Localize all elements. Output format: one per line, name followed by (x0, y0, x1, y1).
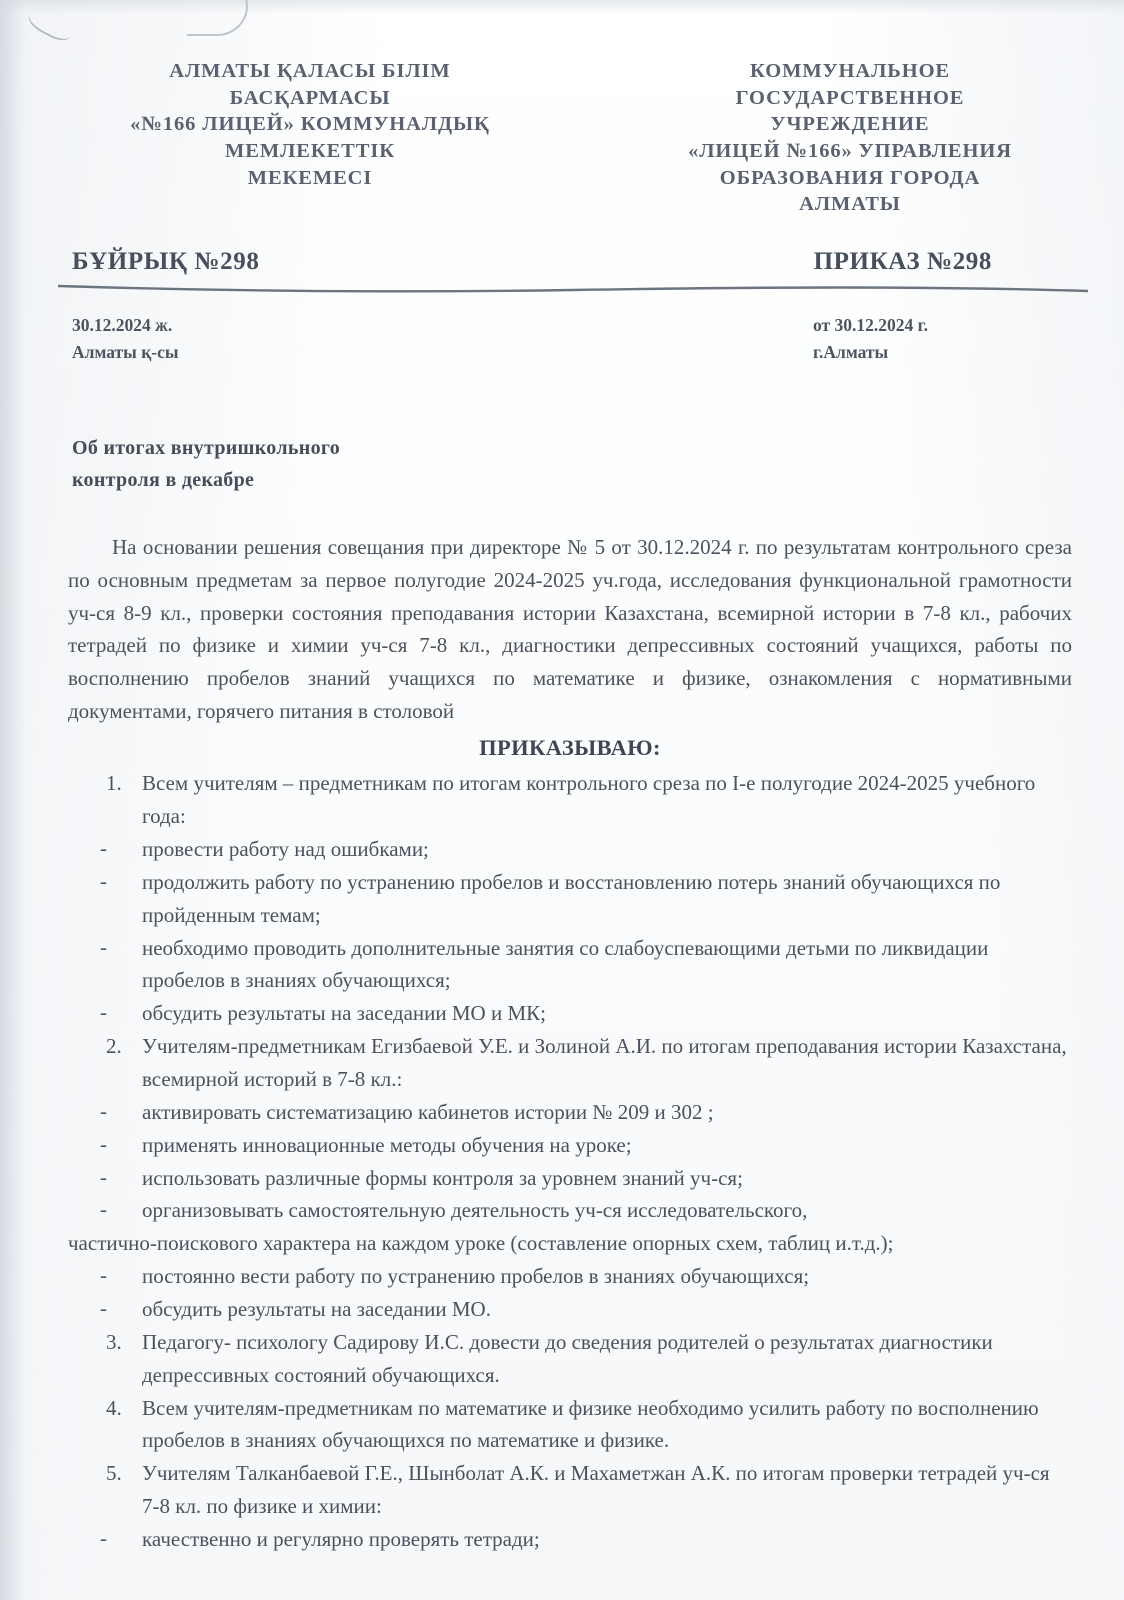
order-subitem (68, 1096, 1072, 1129)
dash-marker-icon: - (100, 1098, 107, 1123)
dash-marker-icon: - (100, 1263, 107, 1288)
subject-line-1: Об итогах внутришкольного (72, 437, 341, 460)
dash-marker-icon: - (100, 868, 107, 893)
dash-marker-icon: - (100, 1131, 107, 1156)
subitem-text: применять инновационные методы обучения на уроке; (142, 1132, 632, 1157)
subitem-text: использовать различные формы контроля за уровнем знаний уч-ся; (142, 1165, 743, 1190)
order-subitem (68, 866, 1072, 932)
subitem-continuation-text: частично-поискового характера на каждом уроке (составление опорных схем, таблиц и.т.д.); (68, 1231, 894, 1256)
subitem-text: качественно и регулярно проверять тетради; (142, 1527, 540, 1551)
date-kazakh: 30.12.2024 ж. (72, 314, 173, 335)
document-body (68, 531, 1072, 1556)
subitem-text: продолжить работу по устранению пробелов и восстановлению потерь знаний обучающихся по пройденным темам; (142, 869, 1001, 927)
city-russian: г.Алматы (813, 341, 889, 362)
order-item (68, 1030, 1072, 1096)
subitem-text: необходимо проводить дополнительные занятия со слабоуспевающими детьми по ликвидации пробелов в знаниях обучающихся; (142, 935, 989, 993)
date-row (0, 304, 1124, 366)
org-ru-line: УЧРЕЖДЕНИЕ (770, 113, 930, 136)
organization-name-russian (650, 58, 1050, 218)
document-subject (72, 432, 1124, 497)
order-subitem (68, 1194, 1072, 1227)
preamble-paragraph: На основании решения совещания при директоре № 5 от 30.12.2024 г. по результатам контрольного среза по основным предметам за первое полугодие 2024-2025 уч.года, исследования функциональной грамотности уч-ся 8-9 кл., проверки состояния преподавания истории Казахстана, всемирной истории в 7-8 кл., рабочих тетрадей по физике и химии уч-ся 7-8 кл., диагностики депрессивных состояний учащихся, работы по восполнению пробелов знаний учащихся по математике и физике, ознакомления с нормативными документами, горячего питания в столовой (68, 534, 1072, 724)
subitem-text: постоянно вести работу по устранению пробелов в знаниях обучающихся; (142, 1264, 810, 1289)
order-item (68, 767, 1072, 833)
dash-marker-icon: - (100, 1295, 107, 1320)
dash-marker-icon: - (100, 1000, 107, 1025)
order-subitems-list (68, 1096, 1072, 1227)
letterhead (0, 0, 1124, 218)
date-place-kazakh (72, 312, 179, 366)
order-subitem (68, 1523, 1072, 1556)
item-number: 1. (106, 771, 122, 796)
subitem-text: организовывать самостоятельную деятельность уч-ся исследовательского, (142, 1198, 808, 1223)
dash-marker-icon: - (100, 835, 107, 860)
decree-heading: ПРИКАЗЫВАЮ: (479, 735, 661, 761)
header-divider-rule (58, 282, 1088, 304)
item-text: Всем учителям-предметникам по математике и физике необходимо усилить работу по восполнению пробелов в знаниях обучающихся по математике и физике. (142, 1395, 1039, 1453)
order-number-russian: ПРИКАЗ №298 (813, 247, 992, 275)
item-text: Учителям-предметникам Егизбаевой У.Е. и Золиной А.И. по итогам преподавания истории Казахстана, всемирной историй в 7-8 кл.: (142, 1034, 1067, 1091)
order-subitem (68, 1293, 1072, 1326)
subitem-text: провести работу над ошибками; (142, 836, 429, 861)
item-number: 5. (106, 1461, 122, 1486)
dash-marker-icon: - (100, 1526, 107, 1550)
order-subitem (68, 932, 1072, 998)
item-text: Учителям Талканбаевой Г.Е., Шынболат А.К. и Махаметжан А.К. по итогам проверки тетрадей уч-ся 7-8 кл. по физике и химии: (142, 1461, 1050, 1519)
org-kz-line: МЕМЛЕКЕТТІК (225, 139, 395, 162)
dash-marker-icon: - (100, 934, 107, 959)
subitem-text: активировать систематизацию кабинетов истории № 209 и 302 ; (142, 1099, 714, 1124)
org-kz-line: АЛМАТЫ ҚАЛАСЫ БІЛІМ (169, 60, 451, 82)
org-kz-line: БАСҚАРМАСЫ (229, 86, 391, 109)
org-ru-line: ГОСУДАРСТВЕННОЕ (735, 86, 965, 109)
order-subitem (68, 1129, 1072, 1162)
org-ru-line: АЛМАТЫ (799, 193, 901, 216)
organization-name-kazakh (100, 58, 520, 191)
org-kz-line: «№166 ЛИЦЕЙ» КОММУНАЛДЫҚ (130, 113, 490, 136)
subitem-text: обсудить результаты на заседании МО. (142, 1296, 491, 1321)
order-item (68, 1392, 1072, 1458)
subject-line-2: контроля в декабре (72, 469, 255, 492)
dash-marker-icon: - (100, 1164, 107, 1189)
date-place-russian (813, 312, 928, 366)
dash-marker-icon: - (100, 1197, 107, 1222)
subitem-text: обсудить результаты на заседании МО и МК; (142, 1001, 546, 1026)
order-subitems-list (68, 1260, 1072, 1326)
org-ru-line: «ЛИЦЕЙ №166» УПРАВЛЕНИЯ (688, 139, 1012, 162)
order-subitem (68, 1260, 1072, 1293)
order-item (68, 1326, 1072, 1392)
order-subitem (68, 997, 1072, 1030)
item-number: 3. (106, 1329, 122, 1354)
item-text: Педагогу- психологу Садирову И.С. довести до сведения родителей о результатах диагностики депрессивных состояний обучающихся. (142, 1329, 993, 1387)
order-subitems-list (68, 833, 1072, 1030)
org-ru-line: ОБРАЗОВАНИЯ ГОРОДА (719, 166, 981, 189)
item-number: 2. (106, 1034, 122, 1059)
order-number-row (0, 218, 1124, 276)
order-subitem (68, 833, 1072, 866)
item-text: Всем учителям – предметникам по итогам контрольного среза по I-е полугодие 2024-2025 учебного года: (142, 771, 1036, 829)
order-item (68, 1457, 1072, 1523)
city-kazakh: Алматы қ-сы (72, 341, 179, 362)
org-kz-line: МЕКЕМЕСІ (247, 166, 373, 189)
order-number-kazakh: БҰЙРЫҚ №298 (72, 247, 260, 275)
org-ru-line: КОММУНАЛЬНОЕ (750, 60, 950, 82)
order-items-list (68, 767, 1072, 1556)
order-subitems-list (68, 1523, 1072, 1556)
item-number: 4. (106, 1395, 122, 1420)
order-subitem (68, 1162, 1072, 1195)
date-russian: от 30.12.2024 г. (813, 314, 928, 335)
